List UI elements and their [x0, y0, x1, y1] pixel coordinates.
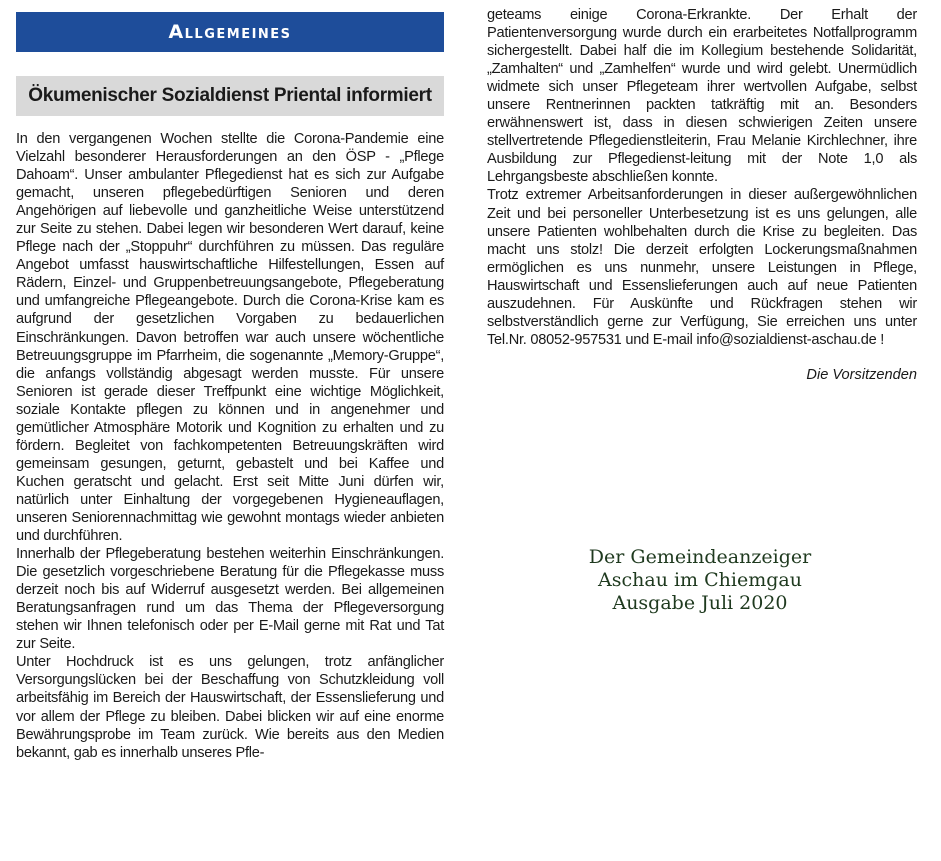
article-title: Ökumenischer Sozialdienst Priental informiert: [16, 76, 444, 116]
paragraph: geteams einige Corona-Erkrankte. Der Erhalt der Patientenversorgung wurde durch ein erarbeitetes Notfallprogramm sichergestellt. Dabei half die im Kollegium bestehende Solidarität, „Zamhalten“ und „Zamhelfen“ wurde und wird gelebt. Unermüdlich widmete sich unser Pflegeteam ihrer wertvollen Aufgabe, selbst unsere Rentnerinnen packten tatkräftig mit an. Besonders erwähnenswert ist, dass in diesen schwierigen Zeiten unsere stellvertretende Pflegedienstleiterin, Frau Melanie Kirchlechner, ihre Ausbildung zur Pflegedienst-leitung mit der Note 1,0 als Lehrgangsbeste abschließen konnte.: [487, 7, 917, 186]
signature: Die Vorsitzenden: [806, 366, 917, 383]
imprint-line: Ausgabe Juli 2020: [612, 592, 788, 614]
paragraph: Trotz extremer Arbeitsanforderungen in dieser außergewöhnlichen Zeit und bei personeller Unterbesetzung ist es uns gelungen, alle unsere Patienten wohlbehalten durch die Krise zu begleiten. Das macht uns stolz! Die derzeit erfolgten Lockerungsmaßnahmen ermöglichen es uns nunmehr, unsere Leistungen in Pflege, Hauswirtschaft und Essenslieferungen auch auf neue Patienten auszudehnen. Für Auskünfte und Rückfragen stehen wir selbstverständlich gerne zur Verfügung, Sie erreichen uns unter Tel.Nr. 08052-957531 und E-mail info@sozialdienst-aschau.de !: [487, 187, 917, 348]
section-banner: Allgemeines: [16, 12, 444, 52]
paragraph: Innerhalb der Pflegeberatung bestehen weiterhin Einschränkungen. Die gesetzlich vorgeschriebene Beratung für die Pflegekasse muss derzeit noch bis auf Widerruf ausgesetzt werden. Bei allgemeinen Beratungsanfragen rund um das Thema der Pflegeversorgung stehen wir Ihnen telefonisch oder per E-Mail gerne mit Rat und Tat zur Seite.: [16, 546, 444, 653]
article-body-left: [16, 130, 444, 762]
publication-imprint: [560, 546, 840, 615]
right-column: [487, 6, 917, 383]
paragraph: In den vergangenen Wochen stellte die Corona-Pandemie eine Vielzahl besonderer Herausforderungen an den ÖSP - „Pflege Dahoam“. Unser ambulanter Pflegedienst hat es sich zur Aufgabe gemacht, unseren pflegebedürftigen Senioren und deren Angehörigen auf liebevolle und ganzheitliche Weise unterstützend zur Seite zu stehen. Dabei legen wir besonderen Wert darauf, keine Pflege nach der „Stoppuhr“ durchführen zu müssen. Das reguläre Angebot umfasst hauswirtschaftliche Hilfestellungen, Essen auf Rädern, Einzel- und Gruppenbetreuungsangebote, Pflegeberatung und umfangreiche Pflegeangebote. Durch die Corona-Krise kam es aufgrund der gesetzlichen Vorgaben zu bedauerlichen Einschränkungen. Davon betroffen war auch unsere wöchentliche Betreuungsgruppe im Pfarrheim, die sogenannte „Memory-Gruppe“, die anfangs vollständig abgesagt werden musste. Für unsere Senioren ist gerade dieser Treffpunkt eine wichtige Möglichkeit, soziale Kontakte pflegen zu können und in angenehmer und gemütlicher Atmosphäre Motorik und Kognition zu erhalten und zu fördern. Begleitet von fachkompetenten Betreuungskräften wird gemeinsam gesungen, geturnt, gebastelt und bei Kaffee und Kuchen geratscht und gelacht. Erst seit Mitte Juni dürfen wir, natürlich unter Einhaltung der vorgegebenen Hygieneauflagen, unseren Seniorennachmittag wie gewohnt montags wieder anbieten und durchführen.: [16, 131, 444, 545]
imprint-line: Der Gemeindeanzeiger: [588, 546, 812, 568]
paragraph: Unter Hochdruck ist es uns gelungen, trotz anfänglicher Versorgungslücken bei der Beschaffung von Schutzkleidung voll arbeitsfähig im Bereich der Hauswirtschaft, der Essenslieferung und vor allem der Pflege zu bleiben. Dabei blicken wir auf eine enorme Bewährungsprobe im Team zurück. Wie bereits aus den Medien bekannt, gab es innerhalb unseres Pfle-: [16, 654, 444, 761]
imprint-line: Aschau im Chiemgau: [598, 569, 802, 591]
left-column: [16, 12, 444, 762]
article-body-right: [487, 6, 917, 349]
